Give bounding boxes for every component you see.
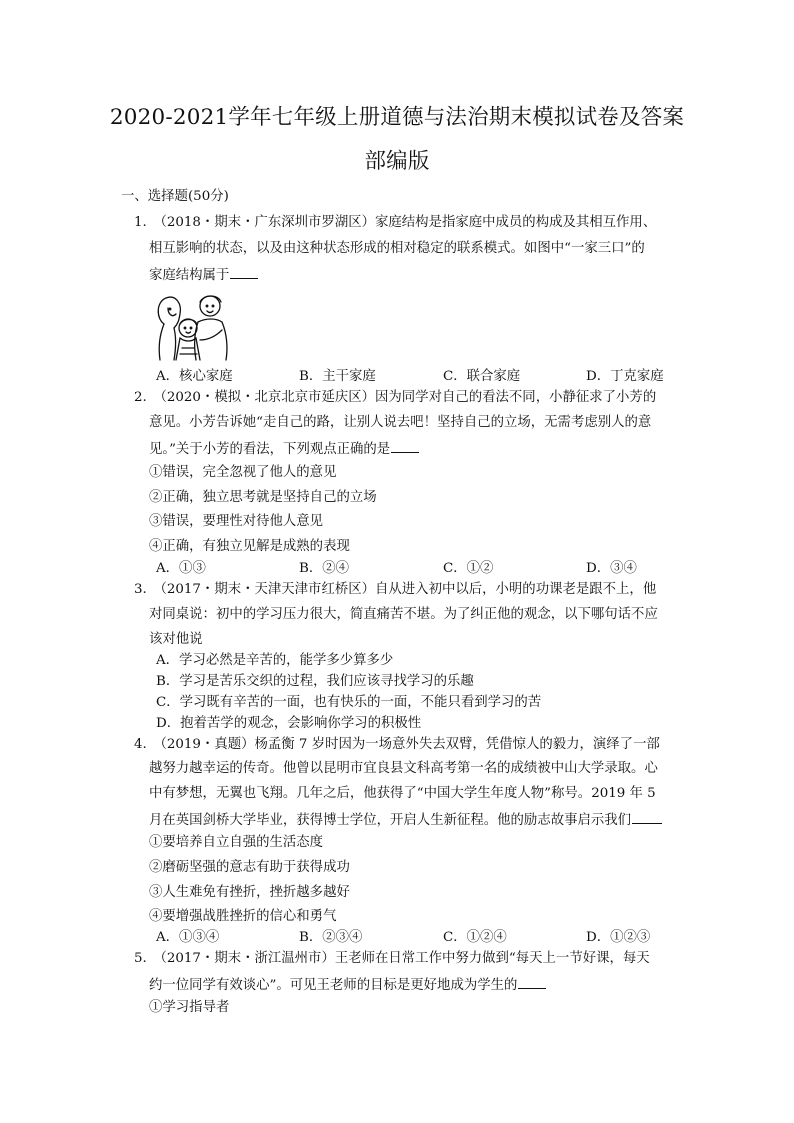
question-5-line-1: 5. （2017・期末・浙江温州市）王老师在日常工作中努力做到“每天上一节好课，每天 <box>134 951 650 966</box>
question-2-item-3: ③错误，要理性对待他人意见 <box>149 514 324 529</box>
question-4-line-3: 中有梦想，无翼也飞翔。几年之后，他获得了“中国大学生年度人物”称号。2019 年 5 <box>149 786 656 801</box>
question-3-option-c: C．学习既有辛苦的一面，也有快乐的一面，不能只看到学习的苦 <box>156 695 542 710</box>
answer-blank <box>230 265 258 279</box>
question-4-option-d: D．①②③ <box>586 930 651 945</box>
document-title-line1: 2020-2021学年七年级上册道德与法治期末模拟试卷及答案 <box>109 105 685 130</box>
question-1-option-c: C．联合家庭 <box>443 369 521 384</box>
question-1-option-b: B．主干家庭 <box>299 369 376 384</box>
question-5-item-1: ①学习指导者 <box>149 1000 230 1015</box>
question-4-line-2: 越努力越幸运的传奇。他曾以昆明市宜良县文科高考第一名的成绩被中山大学录取。心 <box>149 761 658 776</box>
answer-blank <box>632 810 662 824</box>
question-3-option-b: B．学习是苦乐交织的过程，我们应该寻找学习的乐趣 <box>156 674 474 689</box>
question-3-option-a: A．学习必然是辛苦的，能学多少算多少 <box>156 653 394 668</box>
question-2-line-1: 2. （2020・模拟・北京北京市延庆区）因为同学对自己的看法不同，小静征求了小芳的 <box>134 390 657 405</box>
question-4-line-4: 月在英国剑桥大学毕业，获得博士学位，开启人生新征程。他的励志故事启示我们 <box>149 810 662 830</box>
question-2-line-2: 意见。小芳告诉她“走自己的路，让别人说去吧！坚持自己的立场，无需考虑别人的意 <box>149 415 652 430</box>
section-header: 一、选择题(50分) <box>121 189 229 204</box>
question-3-line-3: 该对他说 <box>149 632 203 647</box>
answer-blank <box>391 439 419 453</box>
question-4-option-a: A．①③④ <box>156 930 220 945</box>
document-title-line2: 部编版 <box>364 149 430 174</box>
question-1-line-2: 相互影响的状态，以及由这种状态形成的相对稳定的联系模式。如图中“一家三口”的 <box>149 241 645 256</box>
question-4-option-b: B．②③④ <box>299 930 363 945</box>
answer-blank <box>518 975 546 989</box>
question-3-line-2: 对同桌说：初中的学习压力很大，简直痛苦不堪。为了纠正他的观念，以下哪句话不应 <box>149 607 658 622</box>
question-4-option-c: C．①②④ <box>443 930 507 945</box>
question-2-item-4: ④正确，有独立见解是成熟的表现 <box>149 539 350 554</box>
question-3-option-d: D．抱着苦学的观念，会影响你学习的积极性 <box>156 716 422 731</box>
question-4-item-1: ①要培养自立自强的生活态度 <box>149 835 324 850</box>
question-2-option-a: A．①③ <box>156 561 206 576</box>
question-4-item-4: ④要增强战胜挫折的信心和勇气 <box>149 909 337 924</box>
question-1-option-d: D．丁克家庭 <box>586 369 664 384</box>
question-2-item-2: ②正确，独立思考就是坚持自己的立场 <box>149 490 377 505</box>
family-illustration <box>150 290 230 362</box>
question-4-line-1: 4. （2019・真题）杨孟衡 7 岁时因为一场意外失去双臂，凭借惊人的毅力，演绎了一部 <box>134 737 660 752</box>
question-3-line-1: 3. （2017・期末・天津天津市红桥区）自从进入初中以后，小明的功课老是跟不上，他 <box>134 582 657 597</box>
question-2-line-3: 见。”关于小芳的看法，下列观点正确的是 <box>149 439 419 459</box>
question-1-option-a: A．核心家庭 <box>156 369 233 384</box>
question-2-option-c: C．①② <box>443 561 494 576</box>
question-4-item-2: ②磨砺坚强的意志有助于获得成功 <box>149 860 350 875</box>
question-1-line-1: 1. （2018・期末・广东深圳市罗湖区）家庭结构是指家庭中成员的构成及其相互作用、 <box>134 215 657 230</box>
question-2-option-d: D．③④ <box>586 561 637 576</box>
question-4-item-3: ③人生难免有挫折，挫折越多越好 <box>149 885 350 900</box>
question-2-option-b: B．②④ <box>299 561 350 576</box>
question-2-item-1: ①错误，完全忽视了他人的意见 <box>149 465 337 480</box>
question-1-line-3: 家庭结构属于 <box>149 265 258 285</box>
question-5-line-2: 约一位同学有效谈心”。可见王老师的目标是更好地成为学生的 <box>149 975 546 995</box>
